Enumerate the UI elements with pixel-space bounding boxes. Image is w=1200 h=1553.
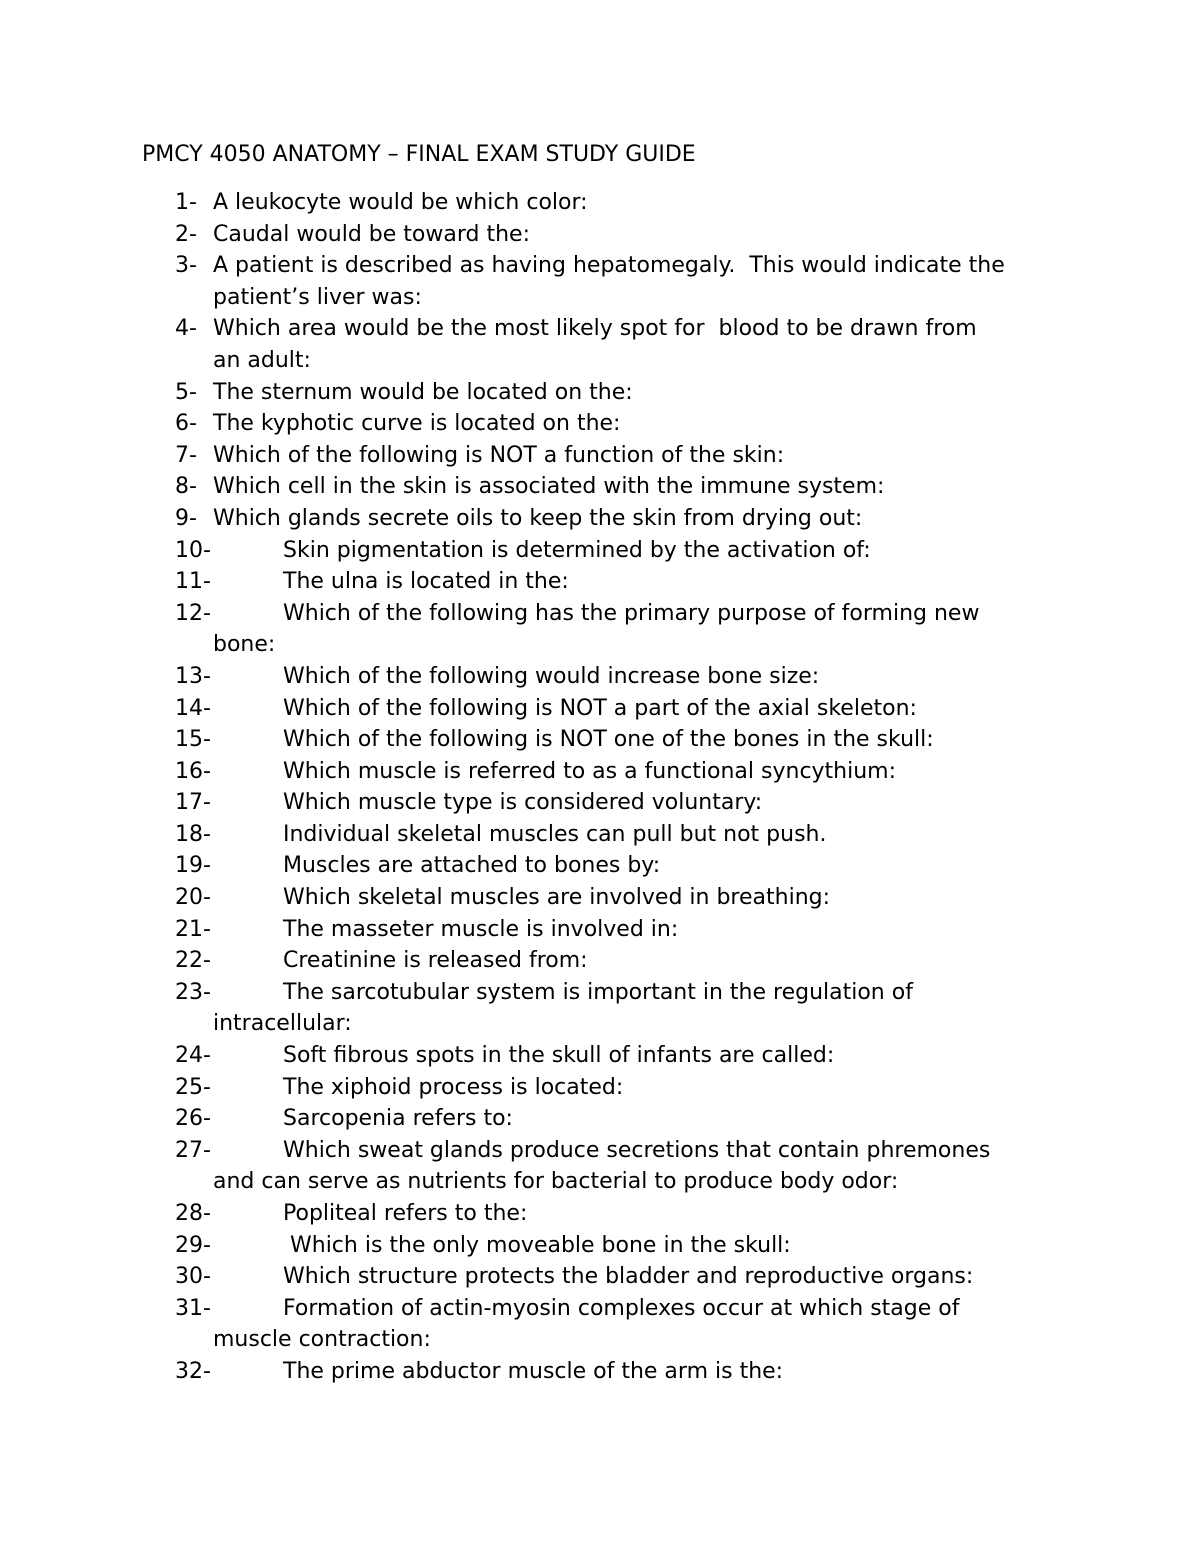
question-item (0, 503, 1200, 535)
question-number: 25- (175, 1074, 211, 1100)
question-text: Skin pigmentation is determined by the activation of: (283, 537, 871, 563)
question-number: 30- (175, 1264, 211, 1290)
question-item (0, 850, 1200, 882)
question-number: 7- (175, 442, 197, 468)
question-number: 20- (175, 885, 211, 911)
question-text: Popliteal refers to the: (283, 1201, 528, 1226)
question-item (0, 313, 1200, 345)
question-number: 18- (175, 821, 211, 847)
question-continuation (0, 282, 1200, 314)
question-number: 32- (175, 1358, 211, 1384)
question-number: 4- (175, 316, 197, 342)
question-number: 29- (175, 1232, 211, 1258)
question-item (0, 187, 1200, 219)
question-item (0, 535, 1200, 567)
question-item (0, 377, 1200, 409)
question-number: 21- (175, 916, 211, 942)
question-item (0, 914, 1200, 946)
question-continuation (0, 1166, 1200, 1198)
question-number: 19- (175, 853, 211, 879)
question-text: Caudal would be toward the: (213, 221, 530, 247)
question-number: 3- (175, 253, 197, 279)
question-item (0, 440, 1200, 472)
question-text: Which of the following is NOT a function of the skin: (213, 442, 785, 468)
question-text: intracellular: (213, 1011, 352, 1037)
question-number: 13- (175, 663, 211, 689)
question-text: muscle contraction: (213, 1327, 431, 1353)
question-number: 31- (175, 1295, 211, 1321)
question-item (0, 787, 1200, 819)
question-item (0, 977, 1200, 1009)
question-item (0, 693, 1200, 725)
question-text: patient’s liver was: (213, 284, 422, 310)
question-item (0, 1135, 1200, 1167)
question-number: 28- (175, 1201, 211, 1226)
question-item (0, 1261, 1200, 1293)
question-text: Which of the following is NOT a part of the axial skeleton: (283, 695, 917, 721)
question-text: A leukocyte would be which color: (213, 190, 588, 215)
question-number: 24- (175, 1043, 211, 1069)
question-item (0, 724, 1200, 756)
question-text: The xiphoid process is located: (283, 1074, 624, 1100)
question-item (0, 1040, 1200, 1072)
question-number: 26- (175, 1106, 211, 1132)
question-text: Which glands secrete oils to keep the skin from drying out: (213, 505, 863, 531)
question-text: Sarcopenia refers to: (283, 1106, 513, 1132)
question-text: The sarcotubular system is important in the regulation of (283, 979, 913, 1005)
question-text: Which of the following has the primary purpose of forming new (283, 600, 980, 626)
question-number: 8- (175, 474, 197, 500)
question-item (0, 1103, 1200, 1135)
question-item (0, 471, 1200, 503)
question-item (0, 408, 1200, 440)
question-item (0, 1356, 1200, 1388)
question-item (0, 945, 1200, 977)
question-item (0, 566, 1200, 598)
question-text: The kyphotic curve is located on the: (213, 411, 621, 437)
question-number: 10- (175, 537, 211, 563)
question-item (0, 1293, 1200, 1325)
question-text: Which muscle is referred to as a functional syncythium: (283, 758, 897, 784)
question-text: Soft fibrous spots in the skull of infants are called: (283, 1043, 835, 1069)
question-item (0, 1198, 1200, 1230)
page-title: PMCY 4050 ANATOMY – FINAL EXAM STUDY GUIDE (142, 142, 696, 167)
question-text: Which structure protects the bladder and reproductive organs: (283, 1264, 974, 1290)
question-text: and can serve as nutrients for bacterial to produce body odor: (213, 1169, 899, 1195)
question-number: 5- (175, 379, 197, 405)
question-number: 11- (175, 569, 211, 595)
question-number: 2- (175, 221, 197, 247)
question-continuation (0, 345, 1200, 377)
question-text: Which area would be the most likely spot for blood to be drawn from (213, 316, 977, 342)
question-number: 9- (175, 505, 197, 531)
question-number: 12- (175, 600, 211, 626)
question-text: Individual skeletal muscles can pull but not push. (283, 821, 827, 847)
question-number: 1- (175, 190, 197, 215)
question-number: 16- (175, 758, 211, 784)
question-text: Which is the only moveable bone in the skull: (283, 1232, 791, 1258)
question-number: 17- (175, 790, 211, 816)
question-text: an adult: (213, 347, 311, 373)
question-item (0, 661, 1200, 693)
question-text: Formation of actin-myosin complexes occur at which stage of (283, 1295, 960, 1321)
question-text: Muscles are attached to bones by: (283, 853, 661, 879)
question-text: A patient is described as having hepatomegaly. This would indicate the (213, 253, 1005, 279)
question-item (0, 1072, 1200, 1104)
question-item (0, 598, 1200, 630)
question-text: Creatinine is released from: (283, 948, 588, 974)
question-text: Which of the following is NOT one of the bones in the skull: (283, 727, 934, 753)
question-text: Which muscle type is considered voluntary: (283, 790, 763, 816)
question-text: The prime abductor muscle of the arm is the: (283, 1358, 784, 1384)
question-list (0, 187, 1200, 1388)
question-text: The masseter muscle is involved in: (283, 916, 679, 942)
question-number: 15- (175, 727, 211, 753)
question-text: Which cell in the skin is associated with the immune system: (213, 474, 885, 500)
question-number: 14- (175, 695, 211, 721)
question-number: 27- (175, 1137, 211, 1163)
question-item (0, 250, 1200, 282)
question-item (0, 756, 1200, 788)
question-text: Which sweat glands produce secretions that contain phremones (283, 1137, 991, 1163)
question-text: The ulna is located in the: (283, 569, 569, 595)
question-number: 6- (175, 411, 197, 437)
question-item (0, 1230, 1200, 1262)
question-item (0, 819, 1200, 851)
question-continuation (0, 1008, 1200, 1040)
question-number: 22- (175, 948, 211, 974)
question-text: The sternum would be located on the: (213, 379, 633, 405)
question-text: Which of the following would increase bone size: (283, 663, 820, 689)
question-item (0, 882, 1200, 914)
question-text: Which skeletal muscles are involved in breathing: (283, 885, 831, 911)
question-text: bone: (213, 632, 276, 658)
question-item (0, 219, 1200, 251)
question-number: 23- (175, 979, 211, 1005)
question-continuation (0, 1324, 1200, 1356)
question-continuation (0, 629, 1200, 661)
